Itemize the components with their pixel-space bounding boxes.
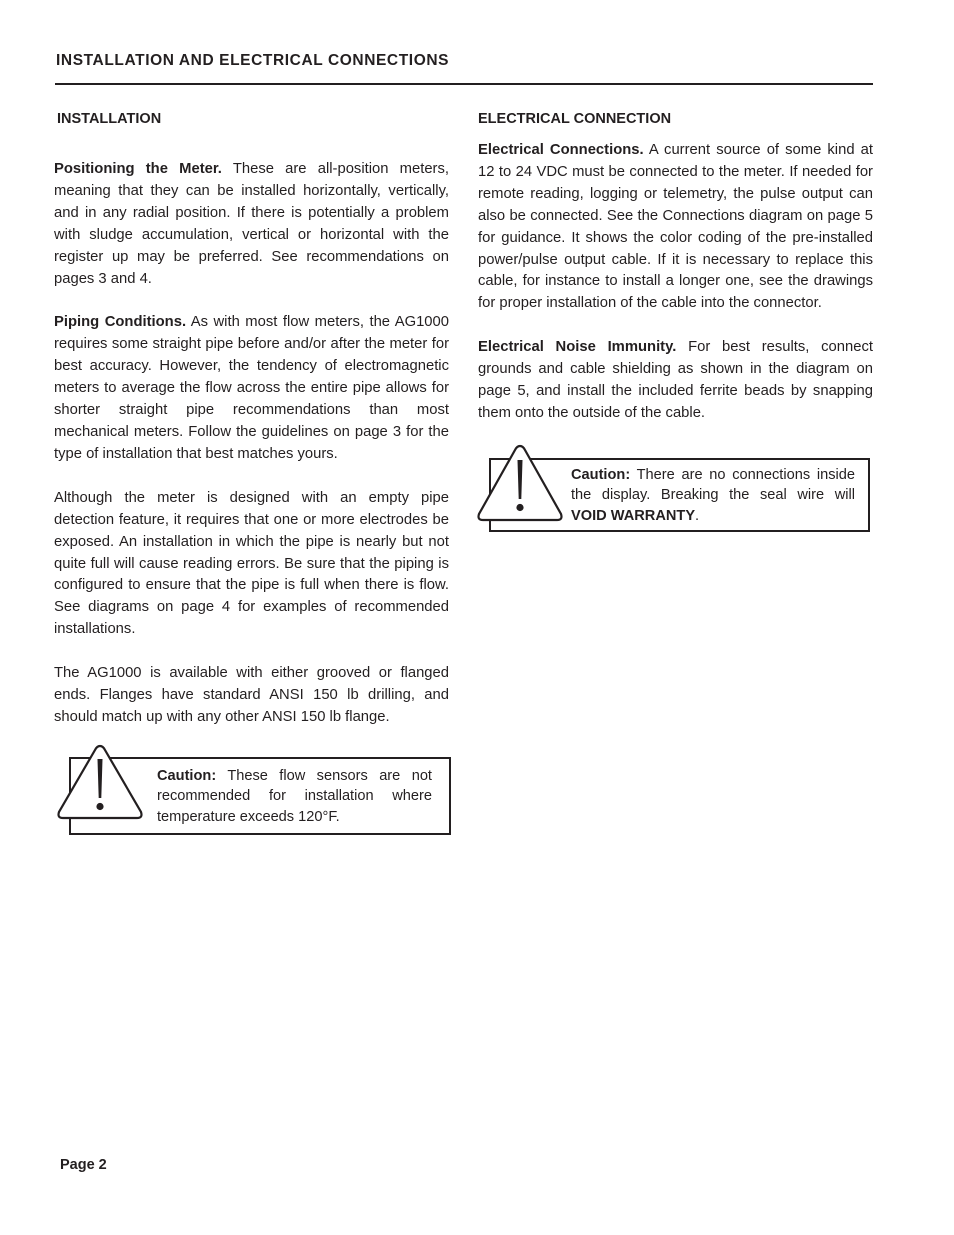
positioning-text: These are all-position meters, meaning that they can be installed horizontally, vertically, and in any radial position. If there is potentially a problem with sludge accumulation, vertical or horizontal with the register up may be preferred. See recommendations on pages 3 and 4. bbox=[54, 161, 449, 287]
piping-text: As with most flow meters, the AG1000 requires some straight pipe before and/or after the meter for best accuracy. However, the tendency of electromagnetic meters to average the flow across the entire pipe allows for shorter straight pipe recommendations than most mechanical meters. Follow the guidelines on page 3 for the type of installation that best matches yours. bbox=[54, 314, 449, 462]
caution-temperature-lead: Caution: bbox=[157, 768, 217, 784]
piping-lead: Piping Conditions. bbox=[54, 314, 187, 331]
warning-triangle-icon bbox=[56, 743, 144, 821]
installation-column bbox=[54, 110, 449, 729]
connections-text: A current source of some kind at 12 to 24 VDC must be connected to the meter. If needed for remote reading, logging or telemetry, the pulse output can also be connected. See the Connections diagram on page 5 for guidance. It shows the color coding of the pre-installed power/pulse output cable. If it is necessary to replace this cable, for instance to install a longer one, see the drawings for proper installation of the cable into the connector. bbox=[478, 142, 873, 312]
installation-heading: INSTALLATION bbox=[57, 111, 162, 127]
void-warranty-text: VOID WARRANTY bbox=[571, 507, 696, 524]
warning-triangle-icon bbox=[476, 443, 564, 523]
caution-warranty-tail: . bbox=[695, 507, 700, 524]
positioning-paragraph bbox=[54, 159, 449, 290]
connections-lead: Electrical Connections. bbox=[478, 142, 644, 158]
caution-warranty-lead: Caution: bbox=[571, 467, 631, 483]
noise-lead: Electrical Noise Immunity. bbox=[478, 339, 677, 356]
piping-paragraph bbox=[54, 312, 449, 465]
electrical-heading: ELECTRICAL CONNECTION bbox=[478, 111, 672, 127]
header-rule bbox=[55, 83, 873, 85]
positioning-lead: Positioning the Meter. bbox=[54, 161, 222, 177]
caution-warranty-body: There are no connections inside the display. Breaking the seal wire will bbox=[571, 467, 855, 504]
connections-paragraph bbox=[478, 140, 873, 315]
empty-pipe-paragraph: Although the meter is designed with an empty pipe detection feature, it requires that one or more electrodes be exposed. An installation in which the pipe is nearly but not quite full will cause reading errors. Be sure that the piping is configured to ensure that the pipe is full when there is flow. See diagrams on page 4 for examples of recommended installations. bbox=[54, 489, 449, 638]
caution-temperature-body: These flow sensors are not recommended for installation where temperature exceeds 120°F. bbox=[157, 768, 432, 825]
noise-paragraph bbox=[478, 337, 873, 425]
caution-temperature-text bbox=[157, 766, 432, 827]
ends-paragraph: The AG1000 is available with either grooved or flanged ends. Flanges have standard ANSI 150 lb drilling, and should match up with any other ANSI 150 lb flange. bbox=[54, 665, 449, 725]
caution-warranty-text bbox=[571, 465, 855, 526]
page-header-title: INSTALLATION AND ELECTRICAL CONNECTIONS bbox=[56, 52, 450, 69]
electrical-column bbox=[478, 110, 873, 425]
noise-text: For best results, connect grounds and cable shielding as shown in the diagram on page 5, and install the included ferrite beads by snapping them onto the outside of the cable. bbox=[478, 339, 873, 421]
page-number: Page 2 bbox=[60, 1157, 107, 1173]
